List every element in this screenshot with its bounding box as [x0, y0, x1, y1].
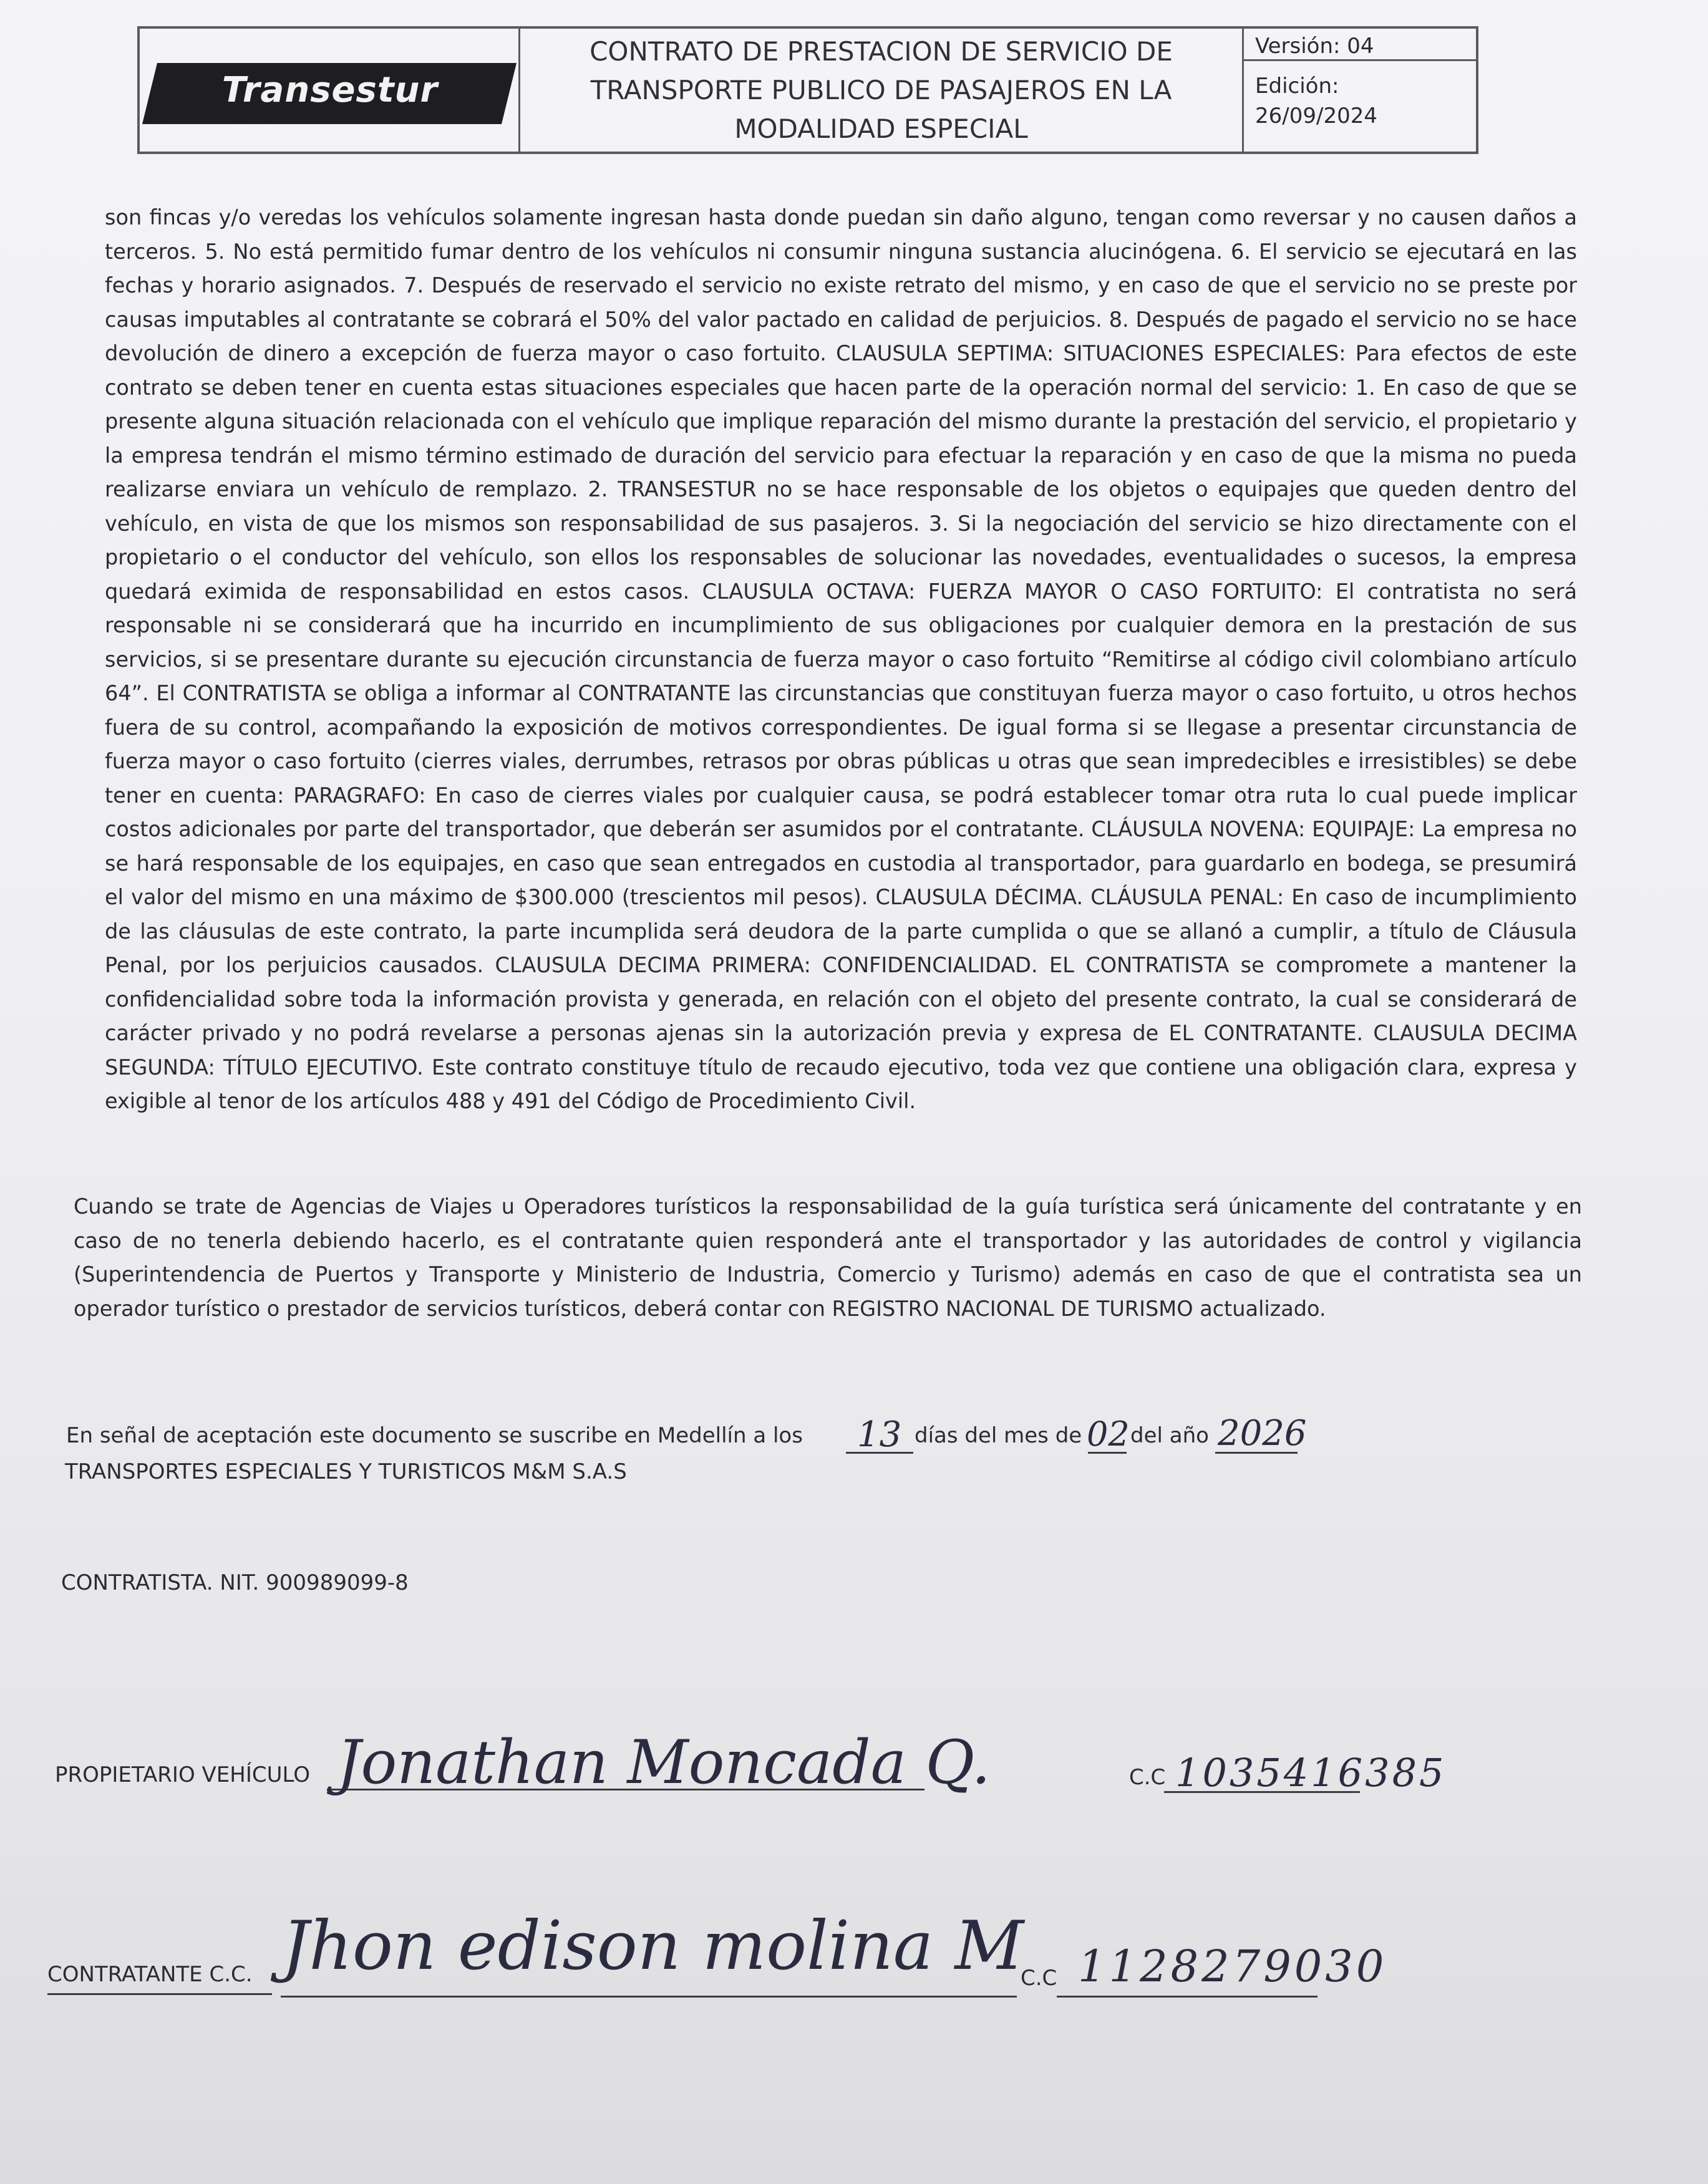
days-label: días del mes de [915, 1423, 1082, 1448]
contractor-nit: CONTRATISTA. NIT. 900989099-8 [61, 1570, 409, 1595]
client-label-underline [47, 1993, 272, 1995]
title-cell [520, 29, 1244, 152]
client-signature-line [281, 1996, 1017, 1998]
company-name: TRANSPORTES ESPECIALES Y TURISTICOS M&M S.A.S [65, 1459, 627, 1484]
day-handwritten: 13 [857, 1414, 902, 1455]
owner-cc-label: C.C [1129, 1765, 1166, 1790]
edition-label: Edición: [1255, 74, 1339, 99]
client-cc-label: C.C [1021, 1966, 1057, 1991]
document-title: CONTRATO DE PRESTACION DE SERVICIO DE TRANSPORTE PUBLICO DE PASAJEROS EN LA MODALIDAD ESPECIAL [590, 36, 1173, 144]
version-label: Versión: 04 [1244, 29, 1476, 61]
year-label: del año [1130, 1423, 1209, 1448]
client-signature: Jhon edison molina M [282, 1907, 1024, 1985]
meta-cell [1244, 29, 1476, 152]
logo-cell [140, 29, 520, 152]
document-header [137, 26, 1478, 154]
edition-block [1244, 61, 1476, 131]
client-label: CONTRATANTE C.C. [47, 1962, 253, 1987]
edition-date: 26/09/2024 [1255, 104, 1377, 128]
client-cc-line [1057, 1996, 1317, 1998]
owner-signature: Jonathan Moncada Q. [337, 1727, 991, 1797]
agency-paragraph: Cuando se trate de Agencias de Viajes u Operadores turísticos la responsabilidad de la guía turística será únicamente del contratante y en caso de no tenerla debiendo hacerlo, es el contratante quien responderá ante el transportador y las autoridades de control y vigilancia (Superintendencia de Puertos y Transporte y Ministerio de Industria, Comercio y Turismo) además en caso de que el contratista sea un operador turístico o prestador de servicios turísticos, deberá contar con REGISTRO NACIONAL DE TURISMO actualizado. [74, 1194, 1582, 1321]
year-handwritten: 2026 [1218, 1413, 1307, 1454]
owner-label: PROPIETARIO VEHÍCULO [55, 1762, 310, 1787]
client-cc-number: 1128279030 [1078, 1941, 1387, 1992]
month-handwritten: 02 [1087, 1414, 1130, 1454]
acceptance-prefix: En señal de aceptación este documento se suscribe en Medellín a los [66, 1423, 803, 1448]
owner-cc-number: 1035416385 [1175, 1750, 1447, 1795]
clauses-paragraph: son fincas y/o veredas los vehículos solamente ingresan hasta donde puedan sin daño alguno, tengan como reversar y no causen daños a terceros. 5. No está permitido fumar dentro de los vehículos ni consumir ninguna sustancia alucinógena. 6. El servicio se ejecutará en las fechas y horario asignados. 7. Después de reservado el servicio no existe retrato del mismo, y en caso de que el servicio no se preste por causas imputables al contratante se cobrará el 50% del valor pactado en calidad de perjuicios. 8. Después de pagado el servicio no se hace devolución de dinero a excepción de fuerza mayor o caso fortuito. CLAUSULA SEPTIMA: SITUACIONES ESPECIALES: Para efectos de este contrato se deben tener en cuenta estas situaciones especiales que hacen parte de la operación normal del servicio: 1. En caso de que se presente alguna situación relacionada con el vehículo que implique reparación del mismo durante la prestación del servicio, el propietario y la empresa tendrán el mismo término estimado de duración del servicio para efectuar la reparación y en caso de que la misma no pueda realizarse enviara un vehículo de remplazo. 2. TRANSESTUR no se hace responsable de los objetos o equipajes que queden dentro del vehículo, en vista de que los mismos son responsabilidad de sus pasajeros. 3. Si la negociación del servicio se hizo directamente con el propietario o el conductor del vehículo, son ellos los responsables de solucionar las novedades, eventualidades o sucesos, la empresa quedará eximida de responsabilidad en estos casos. CLAUSULA OCTAVA: FUERZA MAYOR O CASO FORTUITO: El contratista no será responsable ni se considerará que ha incurrido en incumplimiento de sus obligaciones por cualquier demora en la prestación de sus servicios, si se presentare durante su ejecución circunstancia de fuerza mayor o caso fortuito “Remitirse al código civil colombiano artículo 64”. El CONTRATISTA se obliga a informar al CONTRATANTE las circunstancias que constituyan fuerza mayor o caso fortuito, u otros hechos fuera de su control, acompañando la exposición de motivos correspondientes. De igual forma si se llegase a presentar circunstancia de fuerza mayor o caso fortuito (cierres viales, derrumbes, retrasos por obras públicas u otras que sean impredecibles e irresistibles) se debe tener en cuenta: PARAGRAFO: En caso de cierres viales por cualquier causa, se podrá establecer tomar otra ruta lo cual puede implicar costos adicionales por parte del transportador, que deberán ser asumidos por el contratante. CLÁUSULA NOVENA: EQUIPAJE: La empresa no se hará responsable de los equipajes, en caso que sean entregados en custodia al transportador, para guardarlo en bodega, se presumirá el valor del mismo en una máximo de $300.000 (trescientos mil pesos). CLAUSULA DÉCIMA. CLÁUSULA PENAL: En caso de incumplimiento de las cláusulas de este contrato, la parte incumplida será deudora de la parte cumplida o que se allanó a cumplir, a título de Cláusula Penal, por los perjuicios causados. CLAUSULA DECIMA PRIMERA: CONFIDENCIALIDAD. EL CONTRATISTA se compromete a mantener la confidencialidad sobre toda la información provista y generada, en relación con el objeto del presente contrato, la cual se considerará de carácter privado y no podrá revelarse a personas ajenas sin la autorización previa y expresa de EL CONTRATANTE. CLAUSULA DECIMA SEGUNDA: TÍTULO EJECUTIVO. Este contrato constituye título de recaudo ejecutivo, toda vez que contiene una obligación clara, expresa y exigible al tenor de los artículos 488 y 491 del Código de Procedimiento Civil. [105, 205, 1577, 1113]
company-logo: Transestur [221, 70, 439, 110]
